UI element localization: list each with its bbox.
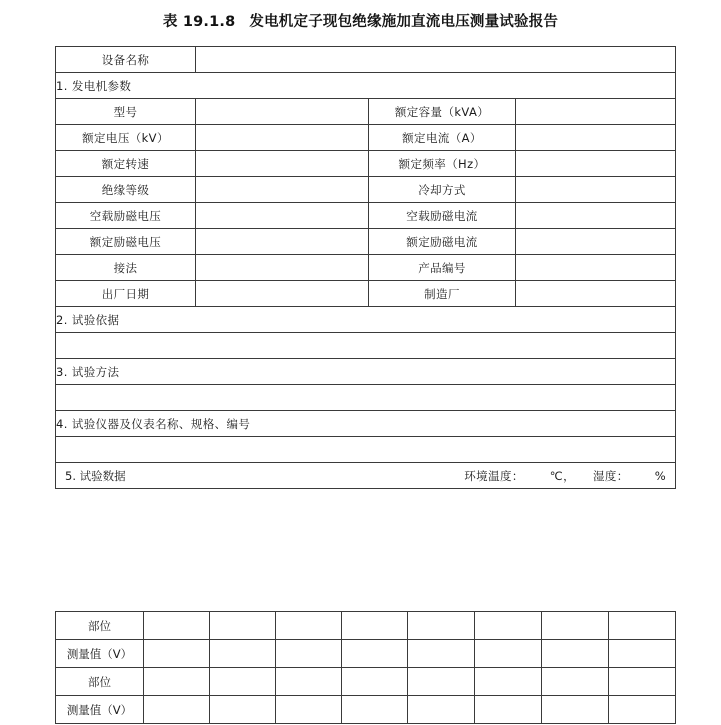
param-label-connection: 接法	[56, 255, 196, 281]
grid-row-measured-2	[56, 696, 676, 724]
grid-cell[interactable]	[342, 640, 408, 668]
param-value-rated-speed[interactable]	[196, 151, 369, 177]
table-row-section-3	[56, 359, 676, 385]
table-row-section-4	[56, 411, 676, 437]
param-label-cooling-method: 冷却方式	[369, 177, 516, 203]
grid-cell[interactable]	[475, 612, 542, 640]
grid-row-label-position-1: 部位	[56, 612, 144, 640]
grid-cell[interactable]	[408, 696, 475, 724]
grid-cell[interactable]	[408, 612, 475, 640]
section-4-body[interactable]	[56, 437, 676, 463]
section-4-header: 4. 试验仪器及仪表名称、规格、编号	[56, 411, 676, 437]
grid-cell[interactable]	[542, 640, 609, 668]
table-row	[56, 203, 676, 229]
param-value-rated-excitation-voltage[interactable]	[196, 229, 369, 255]
param-label-model: 型号	[56, 99, 196, 125]
grid-cell[interactable]	[408, 640, 475, 668]
param-value-insulation-class[interactable]	[196, 177, 369, 203]
param-label-noload-excitation-current: 空载励磁电流	[369, 203, 516, 229]
grid-cell[interactable]	[609, 612, 676, 640]
grid-cell[interactable]	[609, 668, 676, 696]
grid-cell[interactable]	[276, 612, 342, 640]
param-value-product-number[interactable]	[516, 255, 676, 281]
grid-cell[interactable]	[276, 696, 342, 724]
param-label-product-number: 产品编号	[369, 255, 516, 281]
table-row-section-2-body	[56, 333, 676, 359]
param-label-rated-frequency: 额定频率（Hz）	[369, 151, 516, 177]
grid-cell[interactable]	[144, 612, 210, 640]
param-label-rated-speed: 额定转速	[56, 151, 196, 177]
param-value-connection[interactable]	[196, 255, 369, 281]
grid-row-measured-1	[56, 640, 676, 668]
grid-cell[interactable]	[542, 612, 609, 640]
grid-cell[interactable]	[475, 640, 542, 668]
param-label-insulation-class: 绝缘等级	[56, 177, 196, 203]
grid-cell[interactable]	[342, 696, 408, 724]
param-value-rated-excitation-current[interactable]	[516, 229, 676, 255]
table-row	[56, 151, 676, 177]
test-report-table	[55, 46, 676, 489]
param-label-noload-excitation-voltage: 空载励磁电压	[56, 203, 196, 229]
grid-cell[interactable]	[210, 668, 276, 696]
table-row-section-3-body	[56, 385, 676, 411]
grid-row-label-measured-1: 测量值（V）	[56, 640, 144, 668]
grid-cell[interactable]	[210, 696, 276, 724]
table-row	[56, 255, 676, 281]
grid-cell[interactable]	[342, 668, 408, 696]
grid-row-position-2	[56, 668, 676, 696]
param-value-rated-current[interactable]	[516, 125, 676, 151]
humidity-label: 湿度：	[592, 468, 629, 483]
equipment-name-label: 设备名称	[56, 47, 196, 73]
table-row	[56, 177, 676, 203]
page-title	[0, 10, 721, 31]
table-row	[56, 229, 676, 255]
temperature-unit: ℃，	[549, 468, 575, 483]
param-label-manufacture-date: 出厂日期	[56, 281, 196, 307]
param-value-rated-capacity[interactable]	[516, 99, 676, 125]
param-label-rated-capacity: 额定容量（kVA）	[369, 99, 516, 125]
table-row	[56, 125, 676, 151]
param-label-manufacturer: 制造厂	[369, 281, 516, 307]
param-value-noload-excitation-current[interactable]	[516, 203, 676, 229]
param-value-model[interactable]	[196, 99, 369, 125]
param-label-rated-voltage: 额定电压（kV）	[56, 125, 196, 151]
section-5-header-cell	[56, 463, 676, 489]
grid-cell[interactable]	[342, 612, 408, 640]
section-5-header: 5. 试验数据	[65, 468, 126, 483]
grid-cell[interactable]	[210, 640, 276, 668]
grid-cell[interactable]	[276, 668, 342, 696]
table-row-section-4-body	[56, 437, 676, 463]
param-value-manufacture-date[interactable]	[196, 281, 369, 307]
section-2-body[interactable]	[56, 333, 676, 359]
grid-cell[interactable]	[475, 696, 542, 724]
param-value-cooling-method[interactable]	[516, 177, 676, 203]
grid-cell[interactable]	[475, 668, 542, 696]
measurement-data-grid	[55, 611, 676, 724]
table-number: 表 19.1.8	[162, 14, 236, 30]
param-value-rated-frequency[interactable]	[516, 151, 676, 177]
param-label-rated-current: 额定电流（A）	[369, 125, 516, 151]
equipment-name-value[interactable]	[196, 47, 676, 73]
table-row-section-1	[56, 73, 676, 99]
table-row-section-2	[56, 307, 676, 333]
section-2-header: 2. 试验依据	[56, 307, 676, 333]
table-title-text: 发电机定子现包绝缘施加直流电压测量试验报告	[249, 14, 559, 30]
grid-cell[interactable]	[542, 696, 609, 724]
table-row	[56, 281, 676, 307]
humidity-unit: %	[654, 468, 667, 483]
temperature-label: 环境温度：	[464, 468, 524, 483]
param-label-rated-excitation-current: 额定励磁电流	[369, 229, 516, 255]
grid-cell[interactable]	[144, 696, 210, 724]
grid-row-position-1	[56, 612, 676, 640]
grid-cell[interactable]	[276, 640, 342, 668]
grid-row-label-position-2: 部位	[56, 668, 144, 696]
section-3-body[interactable]	[56, 385, 676, 411]
grid-cell[interactable]	[609, 696, 676, 724]
section-1-header: 1. 发电机参数	[56, 73, 676, 99]
table-row-section-5	[56, 463, 676, 489]
param-label-rated-excitation-voltage: 额定励磁电压	[56, 229, 196, 255]
grid-cell[interactable]	[609, 640, 676, 668]
table-row-equipment-name	[56, 47, 676, 73]
grid-cell[interactable]	[408, 668, 475, 696]
param-value-noload-excitation-voltage[interactable]	[196, 203, 369, 229]
table-row	[56, 99, 676, 125]
grid-cell[interactable]	[144, 640, 210, 668]
param-value-rated-voltage[interactable]	[196, 125, 369, 151]
grid-cell[interactable]	[144, 668, 210, 696]
grid-row-label-measured-2: 测量值（V）	[56, 696, 144, 724]
grid-cell[interactable]	[210, 612, 276, 640]
environment-conditions	[464, 468, 666, 484]
param-value-manufacturer[interactable]	[516, 281, 676, 307]
grid-cell[interactable]	[542, 668, 609, 696]
section-3-header: 3. 试验方法	[56, 359, 676, 385]
